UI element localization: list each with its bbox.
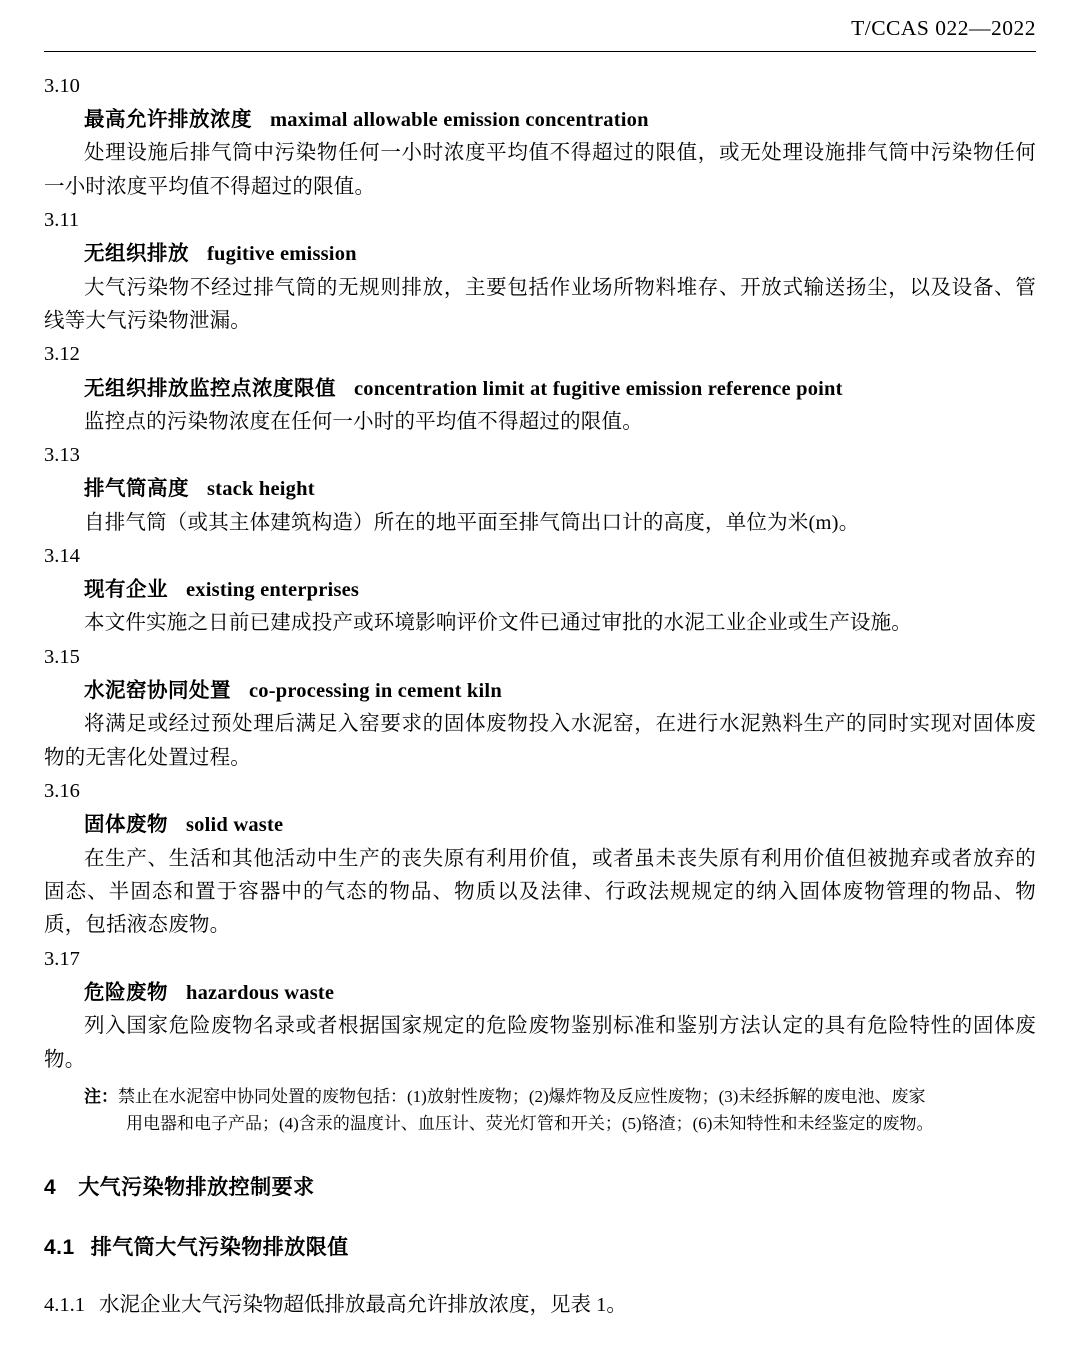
subsection-number: 4.1 — [44, 1236, 75, 1260]
clause-body-3-16: 在生产、生活和其他活动中生产的丧失原有利用价值，或者虽未丧失原有利用价值但被抛弃或者放弃的固态、半固态和置于容器中的气态的物品、物质以及法律、行政法规规定的纳入固体废物管理的物品、物质，包括液态废物。 — [44, 847, 1036, 937]
term-zh: 固体废物 — [84, 813, 168, 837]
clause-body-3-17: 列入国家危险废物名录或者根据国家规定的危险废物鉴别标准和鉴别方法认定的具有危险特性的固体废物。 — [44, 1015, 1036, 1071]
term-zh: 无组织排放 — [84, 242, 189, 266]
clause-term-3-13 — [44, 472, 1036, 506]
term-en: maximal allowable emission concentration — [270, 109, 649, 132]
term-en: co-processing in cement kiln — [249, 680, 502, 703]
clause-term-3-17 — [44, 976, 1036, 1010]
clause-body-3-10: 处理设施后排气筒中污染物任何一小时浓度平均值不得超过的限值，或无处理设施排气筒中污染物任何一小时浓度平均值不得超过的限值。 — [44, 142, 1036, 198]
document-content — [44, 52, 1036, 1323]
standard-code: T/CCAS 022—2022 — [851, 16, 1036, 40]
term-en: fugitive emission — [207, 243, 357, 266]
paragraph-text: 水泥企业大气污染物超低排放最高允许排放浓度，见表 1。 — [99, 1294, 627, 1317]
term-en: concentration limit at fugitive emission reference point — [354, 377, 843, 400]
clause-number-3-12: 3.12 — [44, 343, 80, 366]
section-heading-4 — [44, 1171, 1036, 1201]
clause-term-3-15 — [44, 674, 1036, 708]
clause-number-3-13: 3.13 — [44, 444, 80, 467]
section-title: 大气污染物排放控制要求 — [78, 1176, 315, 1200]
term-zh: 最高允许排放浓度 — [84, 108, 252, 132]
subsection-title: 排气筒大气污染物排放限值 — [90, 1236, 349, 1260]
term-en: solid waste — [186, 814, 284, 837]
term-en: existing enterprises — [186, 579, 360, 602]
clause-body-3-14: 本文件实施之日前已建成投产或环境影响评价文件已通过审批的水泥工业企业或生产设施。 — [84, 612, 912, 635]
paragraph-number: 4.1.1 — [44, 1294, 85, 1317]
clause-term-3-16 — [44, 808, 1036, 842]
term-zh: 无组织排放监控点浓度限值 — [84, 376, 336, 400]
note-line-1: 禁止在水泥窑中协同处置的废物包括：(1)放射性废物；(2)爆炸物及反应性废物；(3)未经拆解的废电池、废家 — [118, 1086, 926, 1106]
clause-number-3-16: 3.16 — [44, 780, 80, 803]
clause-number-3-15: 3.15 — [44, 645, 80, 668]
clause-term-3-12 — [44, 372, 1036, 406]
term-zh: 现有企业 — [84, 578, 168, 602]
term-zh: 排气筒高度 — [84, 477, 189, 501]
term-en: stack height — [207, 478, 315, 501]
section-heading-4-1 — [44, 1231, 1036, 1261]
clause-body-3-12: 监控点的污染物浓度在任何一小时的平均值不得超过的限值。 — [84, 410, 643, 433]
clause-body-3-15: 将满足或经过预处理后满足入窑要求的固体废物投入水泥窑，在进行水泥熟料生产的同时实现对固体废物的无害化处置过程。 — [44, 713, 1036, 769]
paragraph-4-1-1 — [44, 1289, 1036, 1322]
page-header — [44, 0, 1036, 52]
note-line-2: 用电器和电子产品；(4)含汞的温度计、血压计、荧光灯管和开关；(5)铬渣；(6)未知特性和未经鉴定的废物。 — [126, 1114, 934, 1134]
clause-term-3-14 — [44, 573, 1036, 607]
clause-number-3-10: 3.10 — [44, 75, 80, 97]
clause-body-3-13: 自排气筒（或其主体建筑构造）所在的地平面至排气筒出口计的高度，单位为米(m)。 — [84, 511, 860, 534]
clause-body-3-11: 大气污染物不经过排气筒的无规则排放，主要包括作业场所物料堆存、开放式输送扬尘，以及设备、管线等大气污染物泄漏。 — [44, 276, 1036, 333]
clause-term-3-11 — [44, 237, 1036, 271]
note-block — [44, 1083, 1036, 1110]
clause-term-3-10 — [44, 103, 1036, 137]
term-zh: 危险废物 — [84, 980, 168, 1004]
clause-number-3-17: 3.17 — [44, 947, 80, 970]
header-divider — [44, 51, 1036, 52]
section-number: 4 — [44, 1176, 57, 1200]
term-en: hazardous waste — [186, 981, 335, 1004]
note-label: 注： — [84, 1086, 118, 1106]
clause-number-3-14: 3.14 — [44, 545, 80, 568]
term-zh: 水泥窑协同处置 — [84, 679, 231, 703]
clause-number-3-11: 3.11 — [44, 209, 80, 232]
